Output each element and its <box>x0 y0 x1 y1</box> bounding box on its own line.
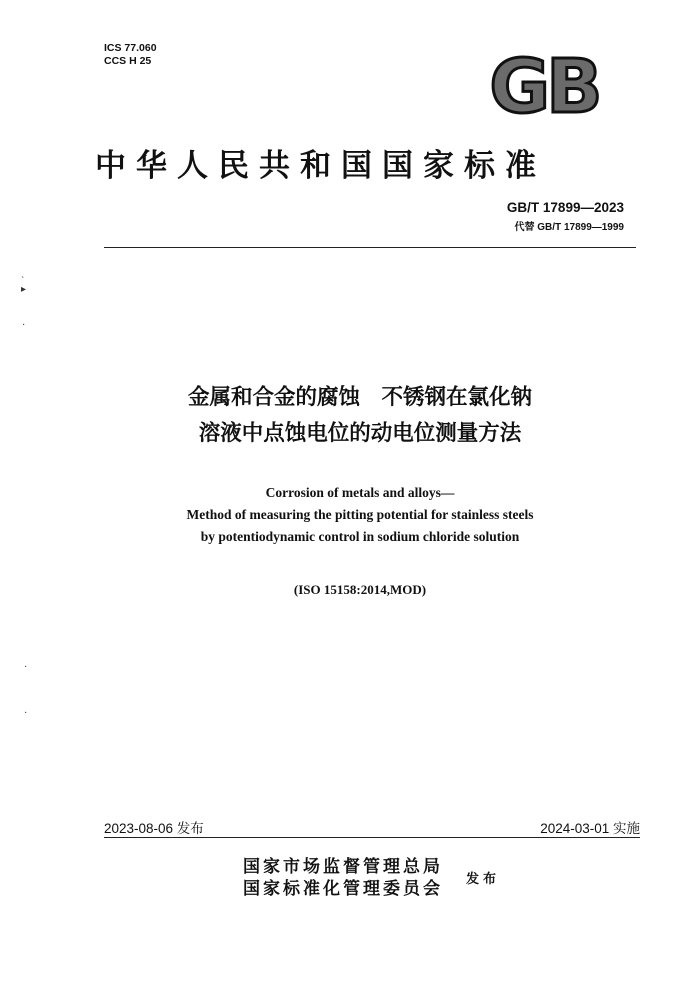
gb-logo-text: GB <box>489 50 599 120</box>
gb-logo <box>474 50 614 120</box>
english-title-line-2: Method of measuring the pitting potential for stainless steels <box>186 507 534 522</box>
chinese-title <box>100 380 620 452</box>
english-title-line-1: Corrosion of metals and alloys— <box>265 485 455 500</box>
chinese-title-line-2: 溶液中点蚀电位的动电位测量方法 <box>198 421 522 446</box>
classification-codes <box>104 42 157 68</box>
national-standard-title: 中华人民共和国国家标准 <box>95 148 546 184</box>
ccs-code: CCS H 25 <box>104 55 152 67</box>
chinese-title-line-1: 金属和合金的腐蚀 不锈钢在氯化钠 <box>187 385 532 410</box>
scan-mark: ˋ <box>21 276 25 287</box>
replaced-standard: 代替 GB/T 17899—1999 <box>514 222 624 233</box>
publish-label: 发布 <box>466 872 501 887</box>
english-title-line-3: by potentiodynamic control in sodium chloride solution <box>200 529 520 544</box>
scan-mark: ▸ <box>21 284 27 295</box>
scan-mark: · <box>22 320 26 331</box>
issuer-samr: 国家市场监督管理总局 <box>243 857 443 877</box>
ics-code: ICS 77.060 <box>104 42 157 54</box>
header-divider <box>104 247 636 248</box>
scan-mark: · <box>24 708 28 719</box>
english-title <box>100 482 620 548</box>
scan-mark: · <box>24 662 28 673</box>
issue-date: 2023-08-06 发布 <box>104 821 204 836</box>
footer-divider <box>104 837 640 838</box>
issuing-organizations <box>243 856 443 900</box>
issuer-sac: 国家标准化管理委员会 <box>243 879 443 899</box>
implementation-date: 2024-03-01 实施 <box>540 821 640 836</box>
iso-reference: (ISO 15158:2014,MOD) <box>293 582 427 597</box>
standard-number: GB/T 17899—2023 <box>506 200 624 215</box>
